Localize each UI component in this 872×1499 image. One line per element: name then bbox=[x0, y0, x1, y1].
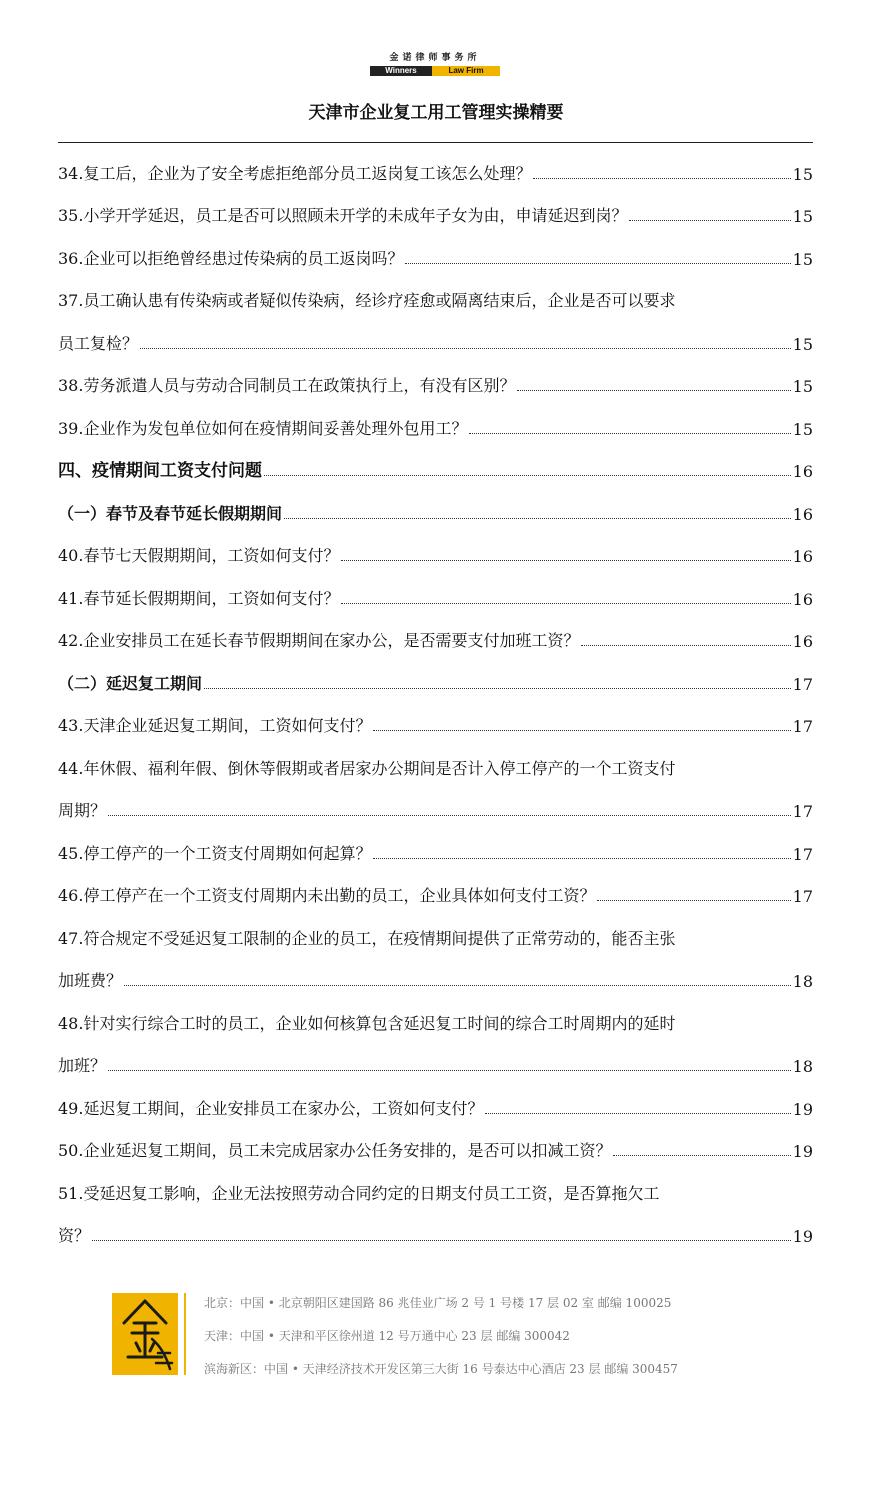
footer-divider bbox=[184, 1293, 186, 1375]
table-of-contents bbox=[58, 150, 813, 1255]
toc-entry-title: 46.停工停产在一个工资支付周期内未出勤的员工，企业具体如何支付工资？ bbox=[58, 886, 596, 905]
toc-entry-title: 员工复检？ bbox=[58, 333, 139, 353]
toc-page-number: 19 bbox=[792, 1142, 813, 1161]
document-title: 天津市企业复工用工管理实操精要 bbox=[308, 103, 564, 123]
toc-entry-title: 资？ bbox=[58, 1226, 91, 1245]
toc-leader-dots bbox=[581, 645, 790, 646]
toc-entry-title: 41.春节延长假期期间，工资如何支付？ bbox=[58, 588, 340, 608]
toc-leader-dots bbox=[284, 518, 791, 519]
toc-leader-dots bbox=[405, 263, 790, 264]
toc-page-number: 15 bbox=[792, 164, 813, 184]
toc-entry[interactable] bbox=[58, 703, 813, 746]
toc-entry[interactable] bbox=[58, 150, 813, 193]
toc-page-number: 19 bbox=[792, 1099, 813, 1119]
toc-entry[interactable] bbox=[58, 873, 813, 916]
toc-page-number: 15 bbox=[792, 249, 813, 269]
toc-entry-line bbox=[58, 830, 813, 873]
toc-entry-title: 49.延迟复工期间，企业安排员工在家办公，工资如何支付？ bbox=[58, 1098, 484, 1118]
toc-entry-title: 35.小学开学延迟，员工是否可以照顾未开学的未成年子女为由，申请延迟到岗？ bbox=[58, 206, 628, 225]
toc-page-number: 17 bbox=[792, 887, 813, 906]
toc-entry-title: 43.天津企业延迟复工期间，工资如何支付？ bbox=[58, 716, 372, 735]
toc-page-number: 18 bbox=[792, 972, 813, 991]
toc-entry-text-first-line: 51.受延迟复工影响，企业无法按照劳动合同约定的日期支付员工工资，是否算拖欠工 bbox=[58, 1183, 660, 1203]
toc-page-number: 16 bbox=[792, 632, 813, 651]
toc-entry[interactable] bbox=[58, 1000, 813, 1085]
toc-leader-dots bbox=[204, 688, 791, 689]
toc-leader-dots bbox=[108, 1070, 791, 1071]
toc-leader-dots bbox=[373, 858, 790, 859]
logo-english-name bbox=[370, 66, 500, 76]
address-beijing: 北京：中国 • 北京朝阳区建国路 86 兆佳业广场 2 号 1 号楼 17 层 02 室 邮编 100025 bbox=[204, 1296, 672, 1310]
toc-leader-dots bbox=[264, 475, 791, 476]
toc-entry[interactable] bbox=[58, 278, 813, 363]
toc-entry[interactable] bbox=[58, 575, 813, 618]
toc-entry-title: （二）延迟复工期间 bbox=[58, 673, 203, 693]
toc-entry-line bbox=[58, 405, 813, 448]
header-logo bbox=[370, 53, 500, 79]
toc-subsection[interactable] bbox=[58, 660, 813, 703]
toc-entry-line bbox=[58, 490, 813, 533]
toc-entry-line bbox=[58, 788, 813, 831]
toc-entry-text-first-line: 47.符合规定不受延迟复工限制的企业的员工，在疫情期间提供了正常劳动的，能否主张 bbox=[58, 928, 676, 948]
toc-entry[interactable] bbox=[58, 618, 813, 661]
toc-entry-line bbox=[58, 703, 813, 746]
logo-english-left: Winners bbox=[370, 66, 432, 76]
toc-entry-title: 50.企业延迟复工期间，员工未完成居家办公任务安排的，是否可以扣减工资？ bbox=[58, 1141, 612, 1160]
toc-entry-line bbox=[58, 1085, 813, 1128]
toc-entry[interactable] bbox=[58, 235, 813, 278]
toc-page-number: 15 bbox=[792, 419, 813, 439]
toc-entry-title: 40.春节七天假期期间，工资如何支付？ bbox=[58, 546, 340, 565]
toc-entry-line bbox=[58, 1043, 813, 1086]
toc-leader-dots bbox=[341, 603, 790, 604]
footer bbox=[112, 1293, 812, 1375]
toc-entry-title: 34.复工后，企业为了安全考虑拒绝部分员工返岗复工该怎么处理？ bbox=[58, 163, 532, 183]
toc-leader-dots bbox=[124, 985, 791, 986]
toc-entry-line bbox=[58, 660, 813, 703]
toc-page-number: 17 bbox=[792, 844, 813, 864]
toc-entry[interactable] bbox=[58, 1085, 813, 1128]
toc-entry-title: 45.停工停产的一个工资支付周期如何起算？ bbox=[58, 843, 372, 863]
header-divider bbox=[58, 142, 813, 143]
toc-entry-title: 38.劳务派遣人员与劳动合同制员工在政策执行上，有没有区别？ bbox=[58, 376, 516, 395]
address-tianjin: 天津：中国 • 天津和平区徐州道 12 号万通中心 23 层 邮编 300042 bbox=[204, 1329, 570, 1343]
toc-entry[interactable] bbox=[58, 533, 813, 576]
toc-leader-dots bbox=[629, 220, 790, 221]
toc-page-number: 15 bbox=[792, 207, 813, 226]
toc-entry-line bbox=[58, 363, 813, 406]
toc-page-number: 16 bbox=[792, 504, 813, 524]
toc-entry-line bbox=[58, 320, 813, 363]
toc-page-number: 17 bbox=[792, 674, 813, 694]
toc-entry[interactable] bbox=[58, 745, 813, 830]
toc-entry-line bbox=[58, 618, 813, 661]
toc-entry-title: 39.企业作为发包单位如何在疫情期间妥善处理外包用工？ bbox=[58, 418, 468, 438]
toc-entry-line bbox=[58, 150, 813, 193]
toc-entry-line bbox=[58, 1128, 813, 1171]
toc-entry-title: 36.企业可以拒绝曾经患过传染病的员工返岗吗？ bbox=[58, 248, 404, 268]
toc-entry-line bbox=[58, 193, 813, 236]
toc-entry[interactable] bbox=[58, 405, 813, 448]
toc-page-number: 16 bbox=[792, 547, 813, 566]
toc-entry[interactable] bbox=[58, 915, 813, 1000]
toc-page-number: 15 bbox=[792, 377, 813, 396]
toc-entry-line bbox=[58, 1213, 813, 1256]
toc-entry-title: 四、疫情期间工资支付问题 bbox=[58, 461, 262, 481]
toc-entry[interactable] bbox=[58, 1128, 813, 1171]
toc-entry-text-first-line: 37.员工确认患有传染病或者疑似传染病，经诊疗痊愈或隔离结束后，企业是否可以要求 bbox=[58, 291, 676, 310]
toc-page-number: 18 bbox=[792, 1057, 813, 1076]
office-addresses bbox=[204, 1295, 678, 1394]
address-binhai: 滨海新区：中国 • 天津经济技术开发区第三大街 16 号泰达中心酒店 23 层 邮编 300457 bbox=[204, 1362, 678, 1376]
toc-entry-line bbox=[58, 235, 813, 278]
toc-entry[interactable] bbox=[58, 830, 813, 873]
toc-leader-dots bbox=[92, 1240, 791, 1241]
toc-page-number: 15 bbox=[792, 334, 813, 354]
toc-subsection[interactable] bbox=[58, 490, 813, 533]
toc-entry[interactable] bbox=[58, 363, 813, 406]
toc-entry-line bbox=[58, 873, 813, 916]
toc-entry-line bbox=[58, 575, 813, 618]
logo-chinese-name: 金诺律师事务所 bbox=[389, 53, 481, 63]
toc-entry-title: 42.企业安排员工在延长春节假期期间在家办公，是否需要支付加班工资？ bbox=[58, 631, 580, 650]
toc-leader-dots bbox=[597, 900, 790, 901]
toc-leader-dots bbox=[373, 730, 790, 731]
toc-entry[interactable] bbox=[58, 193, 813, 236]
toc-entry-text-first-line: 44.年休假、福利年假、倒休等假期或者居家办公期间是否计入停工停产的一个工资支付 bbox=[58, 758, 676, 778]
toc-entry-title: 加班费？ bbox=[58, 971, 123, 990]
toc-leader-dots bbox=[108, 815, 791, 816]
toc-leader-dots bbox=[517, 390, 790, 391]
toc-entry-line bbox=[58, 958, 813, 1001]
toc-leader-dots bbox=[469, 433, 790, 434]
toc-page-number: 17 bbox=[792, 717, 813, 736]
firm-logo-icon bbox=[112, 1293, 178, 1375]
toc-page-number: 16 bbox=[792, 589, 813, 609]
toc-leader-dots bbox=[533, 178, 790, 179]
toc-section[interactable] bbox=[58, 448, 813, 491]
toc-entry-line bbox=[58, 448, 813, 491]
toc-page-number: 19 bbox=[792, 1227, 813, 1246]
toc-entry-line bbox=[58, 533, 813, 576]
toc-leader-dots bbox=[140, 348, 791, 349]
toc-leader-dots bbox=[613, 1155, 790, 1156]
toc-entry-title: 加班？ bbox=[58, 1056, 107, 1075]
toc-entry[interactable] bbox=[58, 1170, 813, 1255]
toc-entry-title: 周期？ bbox=[58, 801, 107, 820]
logo-english-right: Law Firm bbox=[432, 66, 500, 76]
toc-leader-dots bbox=[485, 1113, 790, 1114]
toc-page-number: 17 bbox=[792, 802, 813, 821]
toc-entry-title: （一）春节及春节延长假期期间 bbox=[58, 503, 283, 523]
toc-page-number: 16 bbox=[792, 462, 813, 481]
toc-entry-text-first-line: 48.针对实行综合工时的员工，企业如何核算包含延迟复工时间的综合工时周期内的延时 bbox=[58, 1013, 676, 1033]
toc-leader-dots bbox=[341, 560, 790, 561]
